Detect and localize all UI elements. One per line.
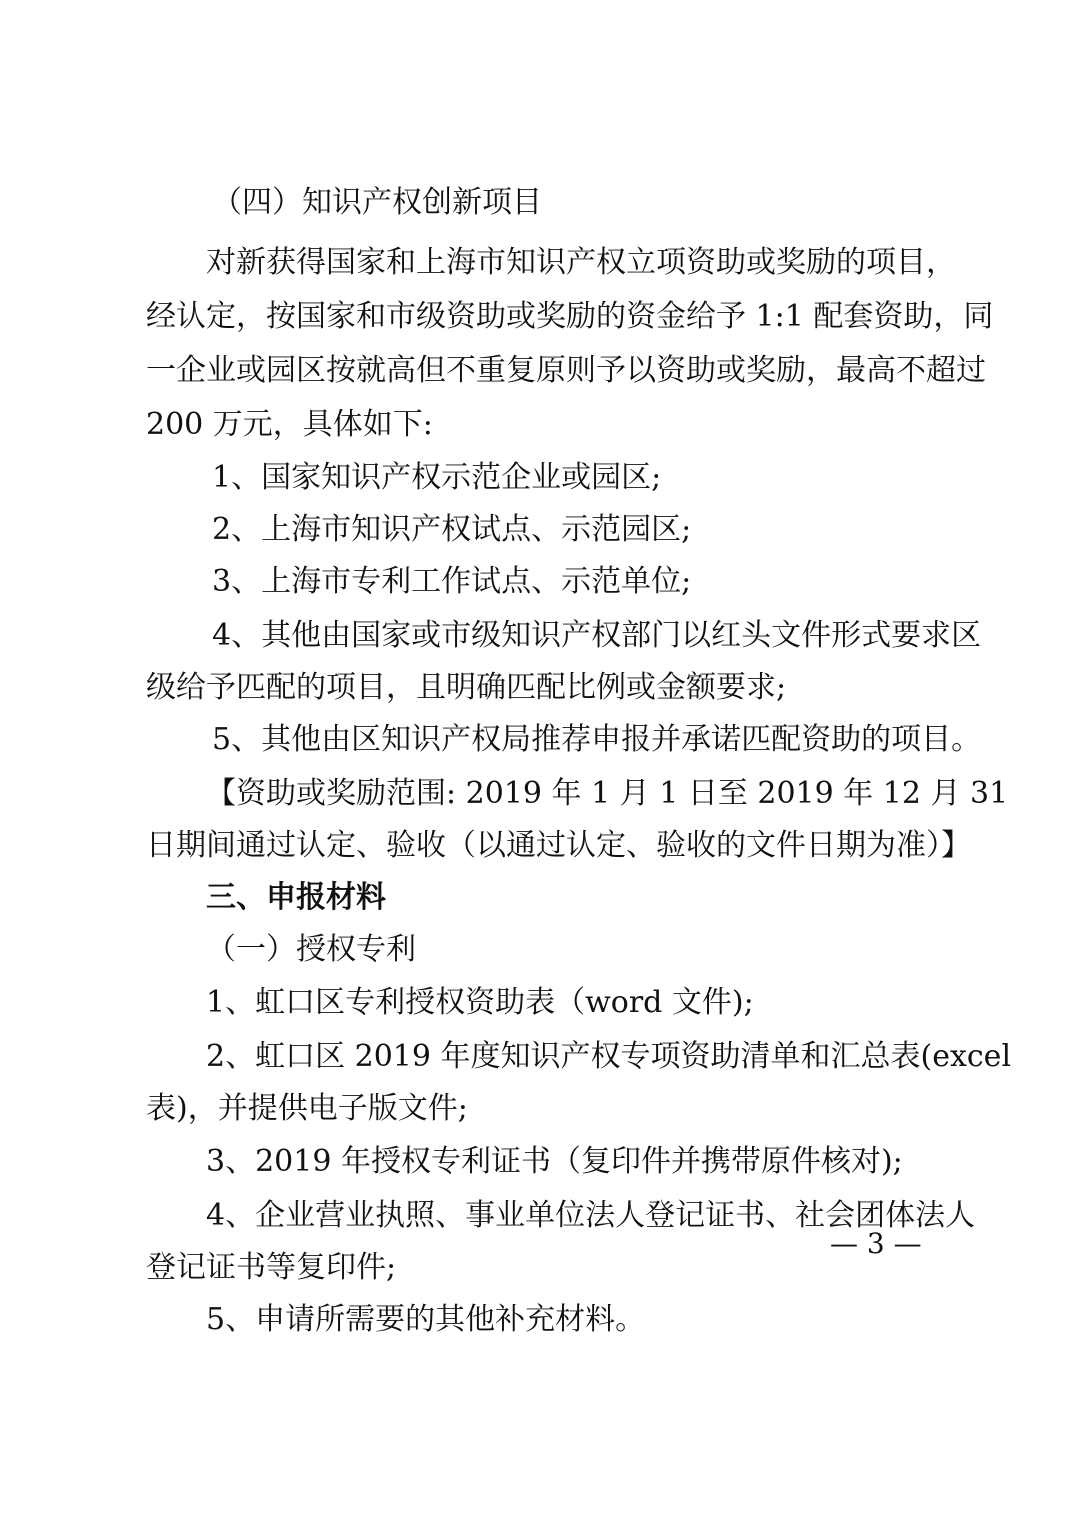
list-item: 3、2019 年授权专利证书（复印件并携带原件核对); [206,1144,903,1179]
page-number: — 3 — [830,1227,922,1260]
list-item: 3、上海市专利工作试点、示范单位; [212,564,692,599]
section-heading-application-materials: 三、申报材料 [206,880,386,915]
list-item: 4、企业营业执照、事业单位法人登记证书、社会团体法人 [206,1198,976,1233]
list-item-continuation: 级给予匹配的项目，且明确匹配比例或金额要求; [146,670,787,705]
paragraph-line: 200 万元，具体如下: [146,407,433,442]
scope-note-line: 日期间通过认定、验收（以通过认定、验收的文件日期为准）】 [146,828,971,863]
subsection-heading-granted-patents: （一）授权专利 [206,932,416,967]
list-item-continuation: 登记证书等复印件; [146,1250,397,1285]
list-item: 5、其他由区知识产权局推荐申报并承诺匹配资助的项目。 [212,722,982,757]
list-item: 5、申请所需要的其他补充材料。 [206,1302,646,1337]
paragraph-line: 对新获得国家和上海市知识产权立项资助或奖励的项目， [206,245,956,280]
list-item: 4、其他由国家或市级知识产权部门以红头文件形式要求区 [212,618,982,653]
paragraph-line: 经认定，按国家和市级资助或奖励的资金给予 1:1 配套资助，同 [146,299,994,334]
scope-note-line: 【资助或奖励范围: 2019 年 1 月 1 日至 2019 年 12 月 31 [206,776,1009,811]
section-heading-ip-innovation: （四）知识产权创新项目 [212,185,542,220]
list-item: 2、上海市知识产权试点、示范园区; [212,512,692,547]
list-item-continuation: 表)，并提供电子版文件; [146,1091,468,1126]
list-item: 2、虹口区 2019 年度知识产权专项资助清单和汇总表(excel [206,1039,1012,1074]
list-item: 1、国家知识产权示范企业或园区; [212,460,662,495]
list-item: 1、虹口区专利授权资助表（word 文件); [206,985,754,1020]
paragraph-line: 一企业或园区按就高但不重复原则予以资助或奖励，最高不超过 [146,353,986,388]
